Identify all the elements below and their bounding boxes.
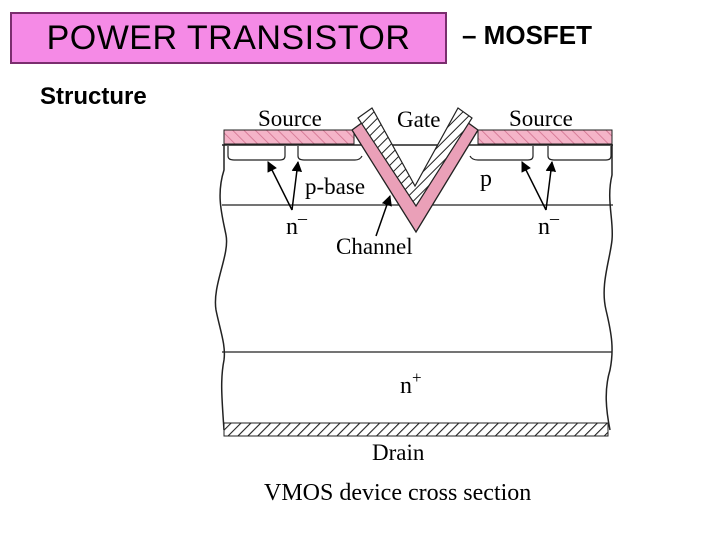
diagram-caption: VMOS device cross section [264,480,532,506]
label-p-base: p-base [305,174,366,199]
arrow-n-minus-left-2 [292,162,298,210]
label-n-minus-right: n– [538,208,559,240]
label-source-left: Source [258,106,322,131]
label-gate: Gate [397,107,441,132]
label-drain: Drain [372,440,425,465]
structure-subtitle: Structure [40,83,147,110]
label-source-right: Source [509,106,573,131]
minus-superscript: – [298,208,307,228]
label-n-plus: n+ [400,368,422,399]
plus-superscript: + [412,368,422,387]
slide-title: POWER TRANSISTOR [46,18,411,57]
title-suffix: – MOSFET [462,20,593,50]
arrow-n-minus-left-1 [268,162,292,210]
label-p: p [480,166,492,192]
label-n-minus-left: n– [286,208,307,240]
source-metal-right [478,130,612,144]
arrow-channel [376,196,390,236]
drain-metal [224,423,608,436]
label-channel: Channel [336,234,413,259]
minus-superscript: – [550,208,559,228]
source-metal-left [224,130,354,144]
left-wavy-edge [215,145,226,430]
